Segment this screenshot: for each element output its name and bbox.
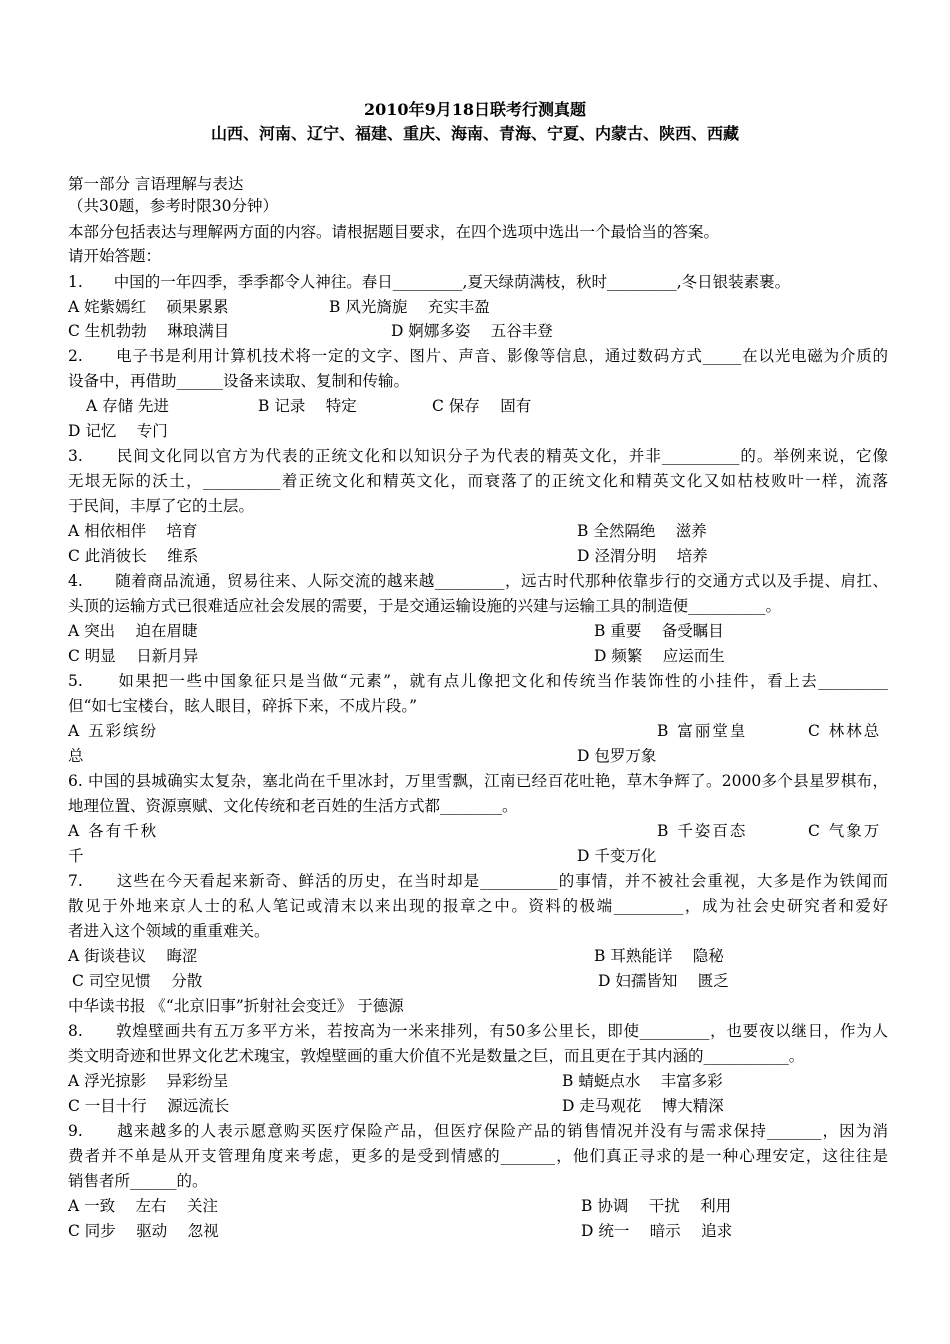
question-5-option-a: A 五彩缤纷 — [68, 722, 159, 740]
question-5-option-b: B 富丽堂皇 — [657, 722, 748, 740]
question-1-option-a: A 姹紫嫣红 硕果累累 — [68, 298, 229, 316]
question-9-option-b: B 协调 干扰 利用 — [581, 1197, 732, 1215]
start-prompt: 请开始答题： — [68, 247, 162, 265]
document-title: 2010年9月18日联考行测真题 — [364, 100, 586, 119]
question-8-option-b: B 蜻蜓点水 丰富多彩 — [562, 1072, 723, 1090]
question-2-text: 2. 电子书是利用计算机技术将一定的文字、图片、声音、影像等信息，通过数码方式_____在以光电磁为介质的 — [68, 347, 888, 365]
question-8-option-d: D 走马观花 博大精深 — [562, 1097, 724, 1115]
question-6-option-c-cont: 千 — [68, 847, 84, 865]
question-2-option-d: D 记忆 专门 — [68, 422, 168, 440]
question-5-option-c-cont: 总 — [68, 747, 84, 765]
question-1-option-c: C 生机勃勃 琳琅满目 — [68, 322, 230, 340]
question-8-text: 8. 敦煌壁画共有五万多平方米，若按高为一米来排列，有50多公里长，即使_________，也要夜以继日，作为人 — [68, 1022, 888, 1040]
question-5-option-c: C 林林总 — [808, 722, 882, 740]
question-9-text: 销售者所______的。 — [68, 1172, 208, 1190]
question-9-text: 9. 越来越多的人表示愿意购买医疗保险产品，但医疗保险产品的销售情况并没有与需求保持_______，因为消 — [68, 1122, 888, 1140]
question-1-text: 1. 中国的一年四季，季季都令人神往。春日_________,夏天绿荫满枝，秋时_________,冬日银装素裹。 — [68, 273, 791, 291]
question-6-option-b: B 千姿百态 — [657, 822, 748, 840]
question-6-option-a: A 各有千秋 — [68, 822, 159, 840]
question-4-option-a: A 突出 迫在眉睫 — [68, 622, 198, 640]
question-3-option-d: D 泾渭分明 培养 — [577, 547, 708, 565]
question-2-text: 设备中，再借助______设备来读取、复制和传输。 — [68, 372, 410, 390]
question-1-option-b: B 风光旖旎 充实丰盈 — [329, 298, 490, 316]
question-3-text: 无垠无际的沃土，__________着正统文化和精英文化，而衰落了的正统文化和精英文化又如枯枝败叶一样，流落 — [68, 472, 888, 490]
question-9-option-c: C 同步 驱动 忽视 — [68, 1222, 219, 1240]
question-5-text: 但“如七宝楼台，眩人眼目，碎拆下来，不成片段。” — [68, 697, 418, 715]
question-7-option-a: A 街谈巷议 晦涩 — [68, 947, 198, 965]
question-1-option-d: D 婀娜多姿 五谷丰登 — [391, 322, 553, 340]
question-6-option-d: D 千变万化 — [577, 847, 657, 865]
question-6-text: 地理位置、资源禀赋、文化传统和老百姓的生活方式都________。 — [68, 797, 518, 815]
question-7-option-c: C 司空见惯 分散 — [72, 972, 203, 990]
question-3-option-b: B 全然隔绝 滋养 — [577, 522, 707, 540]
question-4-option-c: C 明显 日新月异 — [68, 647, 199, 665]
question-4-option-b: B 重要 备受瞩目 — [594, 622, 724, 640]
question-4-option-d: D 频繁 应运而生 — [594, 647, 725, 665]
question-9-option-d: D 统一 暗示 追求 — [581, 1222, 733, 1240]
question-8-option-c: C 一目十行 源远流长 — [68, 1097, 230, 1115]
question-2-option-c: C 保存 固有 — [432, 397, 532, 415]
question-3-text: 3. 民间文化同以官方为代表的正统文化和以知识分子为代表的精英文化，并非__________的。举例来说，它像 — [68, 447, 888, 465]
question-4-text: 头顶的运输方式已很难适应社会发展的需要，于是交通运输设施的兴建与运输工具的制造便__________。 — [68, 597, 782, 615]
question-7-option-d: D 妇孺皆知 匮乏 — [598, 972, 729, 990]
question-9-option-a: A 一致 左右 关注 — [68, 1197, 218, 1215]
question-7-text: 散见于外地来京人士的私人笔记或清末以来出现的报章之中。资料的极端_________，成为社会史研究者和爱好 — [68, 897, 888, 915]
question-7-text: 7. 这些在今天看起来新奇、鲜活的历史，在当时却是__________的事情，并不被社会重视，大多是作为铁闻而 — [68, 872, 888, 890]
section-heading: 第一部分 言语理解与表达 — [68, 175, 244, 193]
question-7-text: 者进入这个领域的重重难关。 — [68, 922, 270, 940]
question-5-option-d: D 包罗万象 — [577, 747, 657, 765]
question-7-source: 中华读书报 《“北京旧事”折射社会变迁》 于德源 — [68, 997, 404, 1015]
section-count: （共30题，参考时限30分钟） — [68, 197, 278, 215]
question-2-option-a: A 存储 先进 — [86, 397, 170, 415]
question-4-text: 4. 随着商品流通，贸易往来、人际交流的越来越_________，远古时代那种依靠步行的交通方式以及手提、肩扛、 — [68, 572, 888, 590]
section-instructions: 本部分包括表达与理解两方面的内容。请根据题目要求，在四个选项中选出一个最恰当的答案。 — [68, 223, 720, 241]
question-5-text: 5. 如果把一些中国象征只是当做“元素”，就有点儿像把文化和传统当作装饰性的小挂件，看上去_________ — [68, 672, 888, 690]
question-6-text: 6. 中国的县城确实太复杂，塞北尚在千里冰封，万里雪飘，江南已经百花吐艳，草木争辉了。2000多个县星罗棋布， — [68, 772, 888, 790]
question-7-option-b: B 耳熟能详 隐秘 — [594, 947, 724, 965]
question-8-option-a: A 浮光掠影 异彩纷呈 — [68, 1072, 229, 1090]
question-3-text: 于民间，丰厚了它的土层。 — [68, 497, 255, 515]
question-3-option-a: A 相依相伴 培育 — [68, 522, 198, 540]
document-subtitle: 山西、河南、辽宁、福建、重庆、海南、青海、宁夏、内蒙古、陕西、西藏 — [210, 124, 739, 143]
question-2-option-b: B 记录 特定 — [258, 397, 357, 415]
question-6-option-c: C 气象万 — [808, 822, 882, 840]
question-3-option-c: C 此消彼长 维系 — [68, 547, 199, 565]
question-9-text: 费者并不单是从开支管理角度来考虑，更多的是受到情感的_______，他们真正寻求的是一种心理安定，这往往是 — [68, 1147, 888, 1165]
question-8-text: 类文明奇迹和世界文化艺术瑰宝，敦煌壁画的重大价值不光是数量之巨，而且更在于其内涵的___________。 — [68, 1047, 805, 1065]
